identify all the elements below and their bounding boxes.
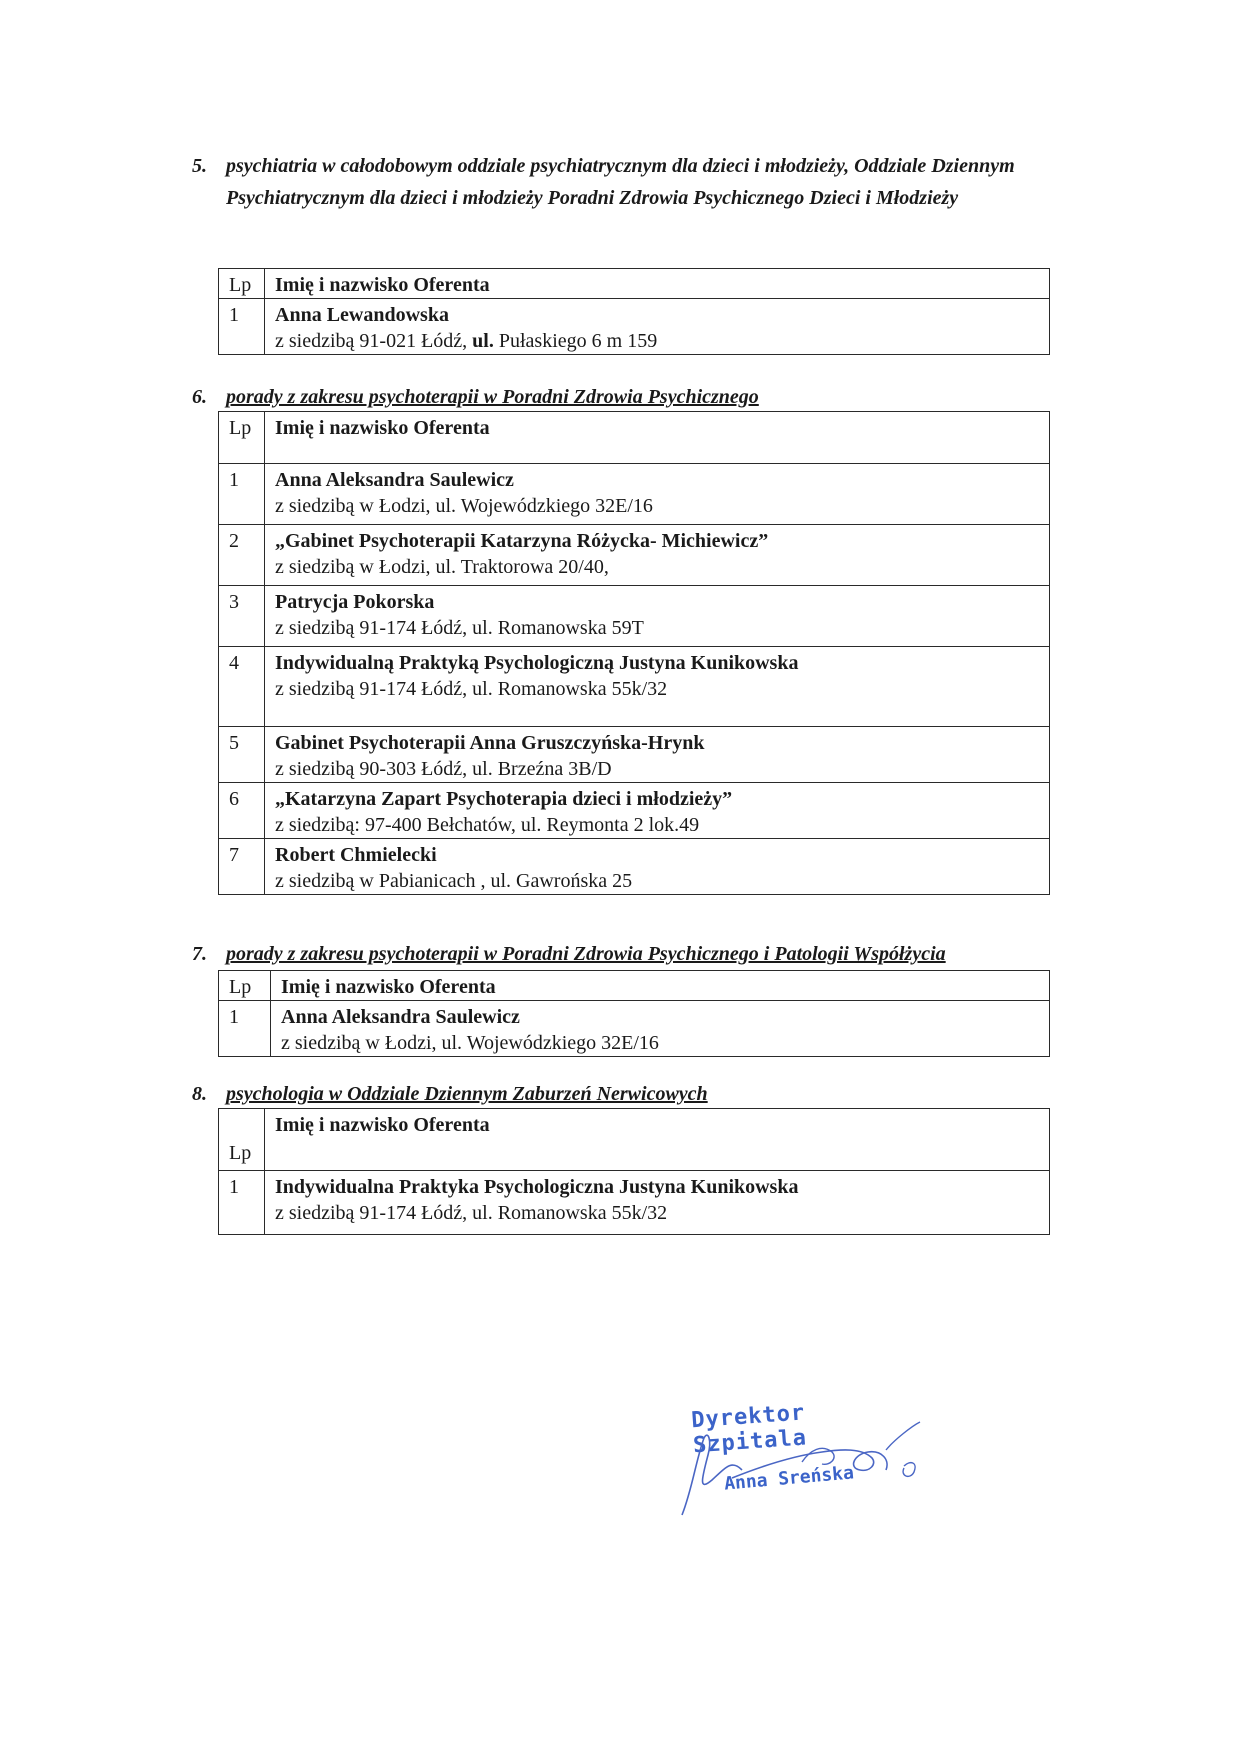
section-title: porady z zakresu psychoterapii w Poradni Zdrowia Psychicznego — [226, 386, 759, 408]
row-offeror — [271, 1001, 1050, 1057]
table-row — [219, 464, 1050, 525]
table-row — [219, 525, 1050, 586]
table-header-row — [219, 412, 1050, 464]
offeror-name: „Katarzyna Zapart Psychoterapia dzieci i młodzieży” — [275, 788, 733, 810]
row-offeror — [265, 586, 1050, 647]
section-5-table — [218, 268, 1050, 355]
section-number: 7. — [192, 943, 207, 965]
row-lp: 1 — [219, 464, 265, 525]
row-offeror — [265, 783, 1050, 839]
name-header: Imię i nazwisko Oferenta — [265, 269, 1050, 299]
row-offeror — [265, 839, 1050, 895]
table-row — [219, 1171, 1050, 1235]
row-lp: 3 — [219, 586, 265, 647]
section-number: 6. — [192, 386, 207, 408]
offeror-name: Patrycja Pokorska — [275, 591, 435, 613]
lp-header: Lp — [219, 1109, 265, 1171]
lp-header: Lp — [219, 269, 265, 299]
lp-header: Lp — [219, 412, 265, 464]
name-header: Imię i nazwisko Oferenta — [271, 971, 1050, 1001]
offeror-name: Indywidualną Praktyką Psychologiczną Justyna Kunikowska — [275, 652, 799, 674]
offeror-name: „Gabinet Psychoterapii Katarzyna Różycka- Michiewicz” — [275, 530, 769, 552]
row-offeror — [265, 299, 1050, 355]
section-title: porady z zakresu psychoterapii w Poradni Zdrowia Psychicznego i Patologii Współżycia — [226, 943, 946, 965]
section-6-table — [218, 411, 1050, 895]
offeror-address: z siedzibą 91-174 Łódź, ul. Romanowska 55k/32 — [275, 1202, 668, 1224]
row-lp: 5 — [219, 727, 265, 783]
offeror-name: Gabinet Psychoterapii Anna Gruszczyńska-Hrynk — [275, 732, 705, 754]
table-row — [219, 727, 1050, 783]
address-part: z siedzibą 91-021 Łódź, — [275, 330, 473, 352]
section-7-table — [218, 970, 1050, 1057]
section-8-heading — [192, 1078, 1092, 1110]
stamp-name: Anna Sreńska — [723, 1462, 855, 1495]
table-row — [219, 299, 1050, 355]
offeror-name: Anna Aleksandra Saulewicz — [275, 469, 514, 491]
offeror-address: z siedzibą 91-174 Łódź, ul. Romanowska 55k/32 — [275, 678, 668, 700]
offeror-address: z siedzibą w Łodzi, ul. Wojewódzkiego 32E/16 — [275, 495, 653, 517]
offeror-name: Anna Lewandowska — [275, 304, 449, 326]
section-number: 8. — [192, 1083, 207, 1105]
table-row — [219, 586, 1050, 647]
offeror-address: z siedzibą 91-174 Łódź, ul. Romanowska 59T — [275, 617, 644, 639]
director-stamp — [672, 1400, 932, 1520]
address-part: Pułaskiego 6 m 159 — [493, 330, 658, 352]
offeror-address: z siedzibą 90-303 Łódź, ul. Brzeźna 3B/D — [275, 758, 612, 780]
row-lp: 1 — [219, 299, 265, 355]
row-lp: 2 — [219, 525, 265, 586]
table-row — [219, 783, 1050, 839]
row-lp: 1 — [219, 1171, 265, 1235]
section-7-heading — [192, 938, 1092, 970]
name-header: Imię i nazwisko Oferenta — [265, 412, 1050, 464]
row-offeror — [265, 727, 1050, 783]
offeror-name: Anna Aleksandra Saulewicz — [281, 1006, 520, 1028]
offeror-address: z siedzibą: 97-400 Bełchatów, ul. Reymonta 2 lok.49 — [275, 814, 700, 836]
row-lp: 4 — [219, 647, 265, 727]
table-header-row — [219, 269, 1050, 299]
table-row — [219, 1001, 1050, 1057]
row-offeror — [265, 1171, 1050, 1235]
row-offeror — [265, 525, 1050, 586]
offeror-address: z siedzibą w Pabianicach , ul. Gawrońska 25 — [275, 870, 633, 892]
row-offeror — [265, 464, 1050, 525]
row-lp: 6 — [219, 783, 265, 839]
stamp-title: Dyrektor Szpitala — [690, 1400, 808, 1459]
lp-header: Lp — [219, 971, 271, 1001]
section-8-table — [218, 1108, 1050, 1235]
section-6-heading — [192, 381, 1092, 413]
row-offeror — [265, 647, 1050, 727]
table-row — [219, 839, 1050, 895]
offeror-address — [275, 328, 1039, 354]
name-header: Imię i nazwisko Oferenta — [265, 1109, 1050, 1171]
section-number: 5. — [192, 155, 207, 177]
offeror-name: Robert Chmielecki — [275, 844, 437, 866]
section-title: psychologia w Oddziale Dziennym Zaburzeń Nerwicowych — [226, 1083, 708, 1105]
handwritten-signature — [672, 1400, 932, 1520]
section-title: psychiatria w całodobowym oddziale psychiatrycznym dla dzieci i młodzieży, Oddziale Dziennym Psychiatrycznym dla dzieci i młodzieży Poradni Zdrowia Psychicznego Dzieci i Młodzieży — [226, 155, 1015, 209]
table-header-row — [219, 971, 1050, 1001]
row-lp: 7 — [219, 839, 265, 895]
section-5-heading — [192, 150, 1092, 214]
address-part: ul. — [472, 330, 494, 352]
offeror-address: z siedzibą w Łodzi, ul. Wojewódzkiego 32E/16 — [281, 1032, 659, 1054]
table-row — [219, 647, 1050, 727]
table-header-row — [219, 1109, 1050, 1171]
row-lp: 1 — [219, 1001, 271, 1057]
offeror-address: z siedzibą w Łodzi, ul. Traktorowa 20/40, — [275, 556, 609, 578]
offeror-name: Indywidualna Praktyka Psychologiczna Justyna Kunikowska — [275, 1176, 799, 1198]
